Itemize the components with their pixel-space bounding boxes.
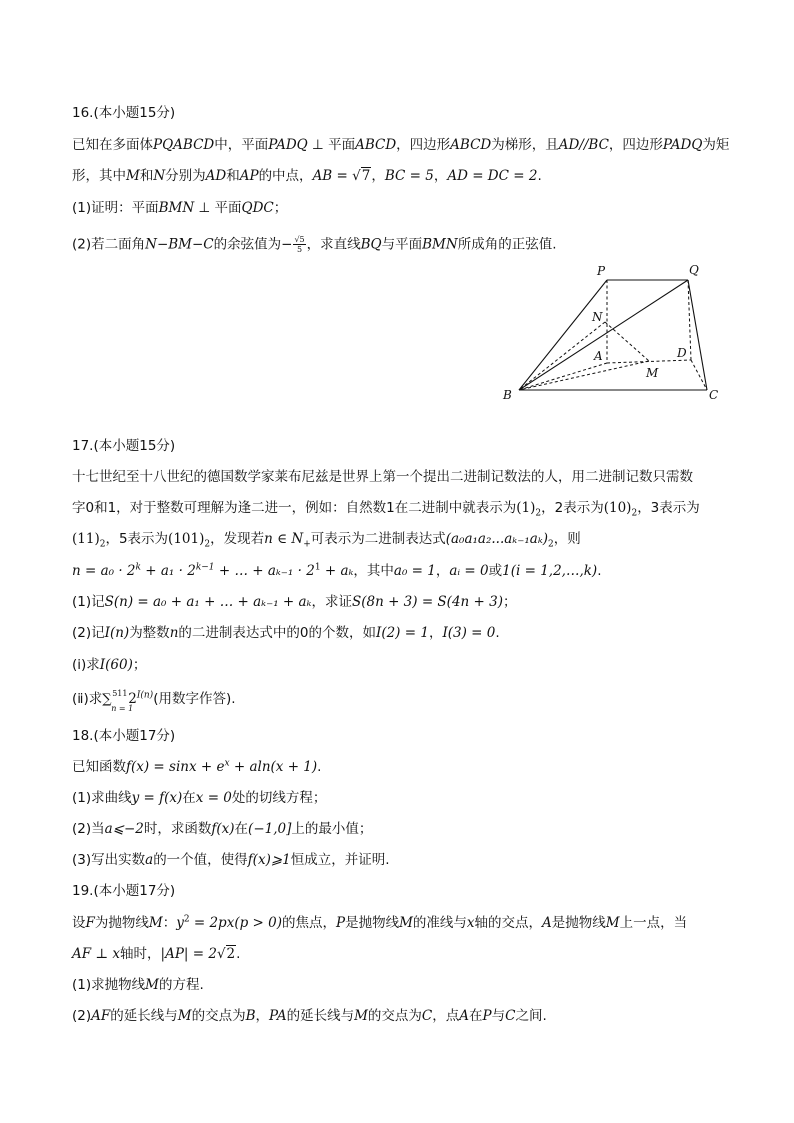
q19-stem-line-1: 设F为抛物线M：$y^2 = 2px(p > 0)$的焦点，P是抛物线M的准线与x轴的交点，A是抛物线M上一点，当 xyxy=(72,914,688,931)
q17-header: 17.(本小题15分) xyxy=(72,438,176,454)
q19-part-1: (1)求抛物线M的方程. xyxy=(72,977,204,993)
edge-qc xyxy=(688,280,707,390)
q18-header: 18.(本小题17分) xyxy=(72,728,176,744)
q18-stem: 已知函数$f(x) = \sin x + e^x + aln(x + 1)$. xyxy=(72,758,322,775)
q16-stem-line-1: 已知在多面体PQABCD中，平面PADQ ⊥ 平面ABCD，四边形ABCD为梯形，且AD//BC，四边形PADQ为矩 xyxy=(72,137,730,153)
label-p: P xyxy=(597,264,606,278)
label-q: Q xyxy=(689,263,699,277)
label-m: M xyxy=(646,366,659,380)
q17-part-2-i: (ⅰ)求I(60)； xyxy=(72,657,147,673)
q19-stem-line-2: AF ⊥ x轴时，|AP| = 2√2. xyxy=(72,946,241,962)
q19-part-2: (2)AF的延长线与M的交点为B，PA的延长线与M的交点为C，点A在P与C之间. xyxy=(72,1008,547,1024)
q16-part-1: (1)证明：平面BMN ⊥ 平面QDC； xyxy=(72,200,288,216)
q16-stem-line-2: 形，其中M和N分别为AD和AP的中点，AB = √7，BC = 5，AD = DC = 2. xyxy=(72,168,542,184)
q17-part-2: (2)记I(n)为整数n的二进制表达式中的0的个数，如I(2) = 1，I(3) = 0. xyxy=(72,625,500,641)
edge-ab xyxy=(519,363,607,390)
cosine-fraction: $\frac{√5}{5}$ xyxy=(294,235,305,254)
label-d: D xyxy=(677,346,687,360)
q16-header: 16.(本小题15分) xyxy=(72,105,176,121)
polyhedron-figure xyxy=(495,258,735,408)
edge-qb xyxy=(519,280,688,390)
q18-part-3: (3)写出实数a的一个值，使得f(x)⩾1恒成立，并证明. xyxy=(72,852,390,868)
q19-header: 19.(本小题17分) xyxy=(72,883,176,899)
q17-stem-line-3: $(11)_2$，5表示为$(101)_2$，发现若n ∈ $N_+$可表示为二进制表达式$(a_0a_1a_2...a_{k-1}a_k)_2$，则 xyxy=(72,531,581,550)
q17-stem-line-1: 十七世纪至十八世纪的德国数学家莱布尼兹是世界上第一个提出二进制记数法的人，用二进制记数只需数 xyxy=(72,469,693,485)
edge-nb xyxy=(519,322,605,390)
q17-part-2-ii: (ⅱ)求 ∑ 511 n = 1 $2^{I(n)}$(用数字作答). xyxy=(72,689,236,713)
q17-stem-line-2: 字0和1，对于整数可理解为逢二进一，例如：自然数1在二进制中就表示为$(1)_2$，2表示为$(10)_2$，3表示为 xyxy=(72,500,700,519)
q18-part-1: (1)求曲线y = f(x)在x = 0处的切线方程； xyxy=(72,790,327,806)
label-b: B xyxy=(503,388,512,402)
q18-part-2: (2)当a⩽−2时，求函数f(x)在(−1,0]上的最小值； xyxy=(72,821,373,837)
q16-part-2: (2)若二面角N−BM−C的余弦值为− $\frac{√5}{5}$ ，求直线BQ与平面BMN所成角的正弦值. xyxy=(72,235,557,254)
q17-stem-line-4: $n = a_0 \cdot 2^k + a_1 \cdot 2^{k-1}$ + … + $a_{k-1} \cdot 2^1 + a_k$，其中a₀ = 1，aᵢ = 0或1(i = 1,2,…,k). xyxy=(72,562,602,579)
q17-part-1: (1)记S(n) = a₀ + a₁ + … + aₖ₋₁ + aₖ，求证S(8n + 3) = S(4n + 3)； xyxy=(72,594,517,610)
edge-nm xyxy=(605,322,649,361)
label-n: N xyxy=(592,310,603,324)
label-a: A xyxy=(594,349,603,363)
summation: ∑ 511 n = 1 xyxy=(102,689,134,713)
label-c: C xyxy=(709,388,719,402)
